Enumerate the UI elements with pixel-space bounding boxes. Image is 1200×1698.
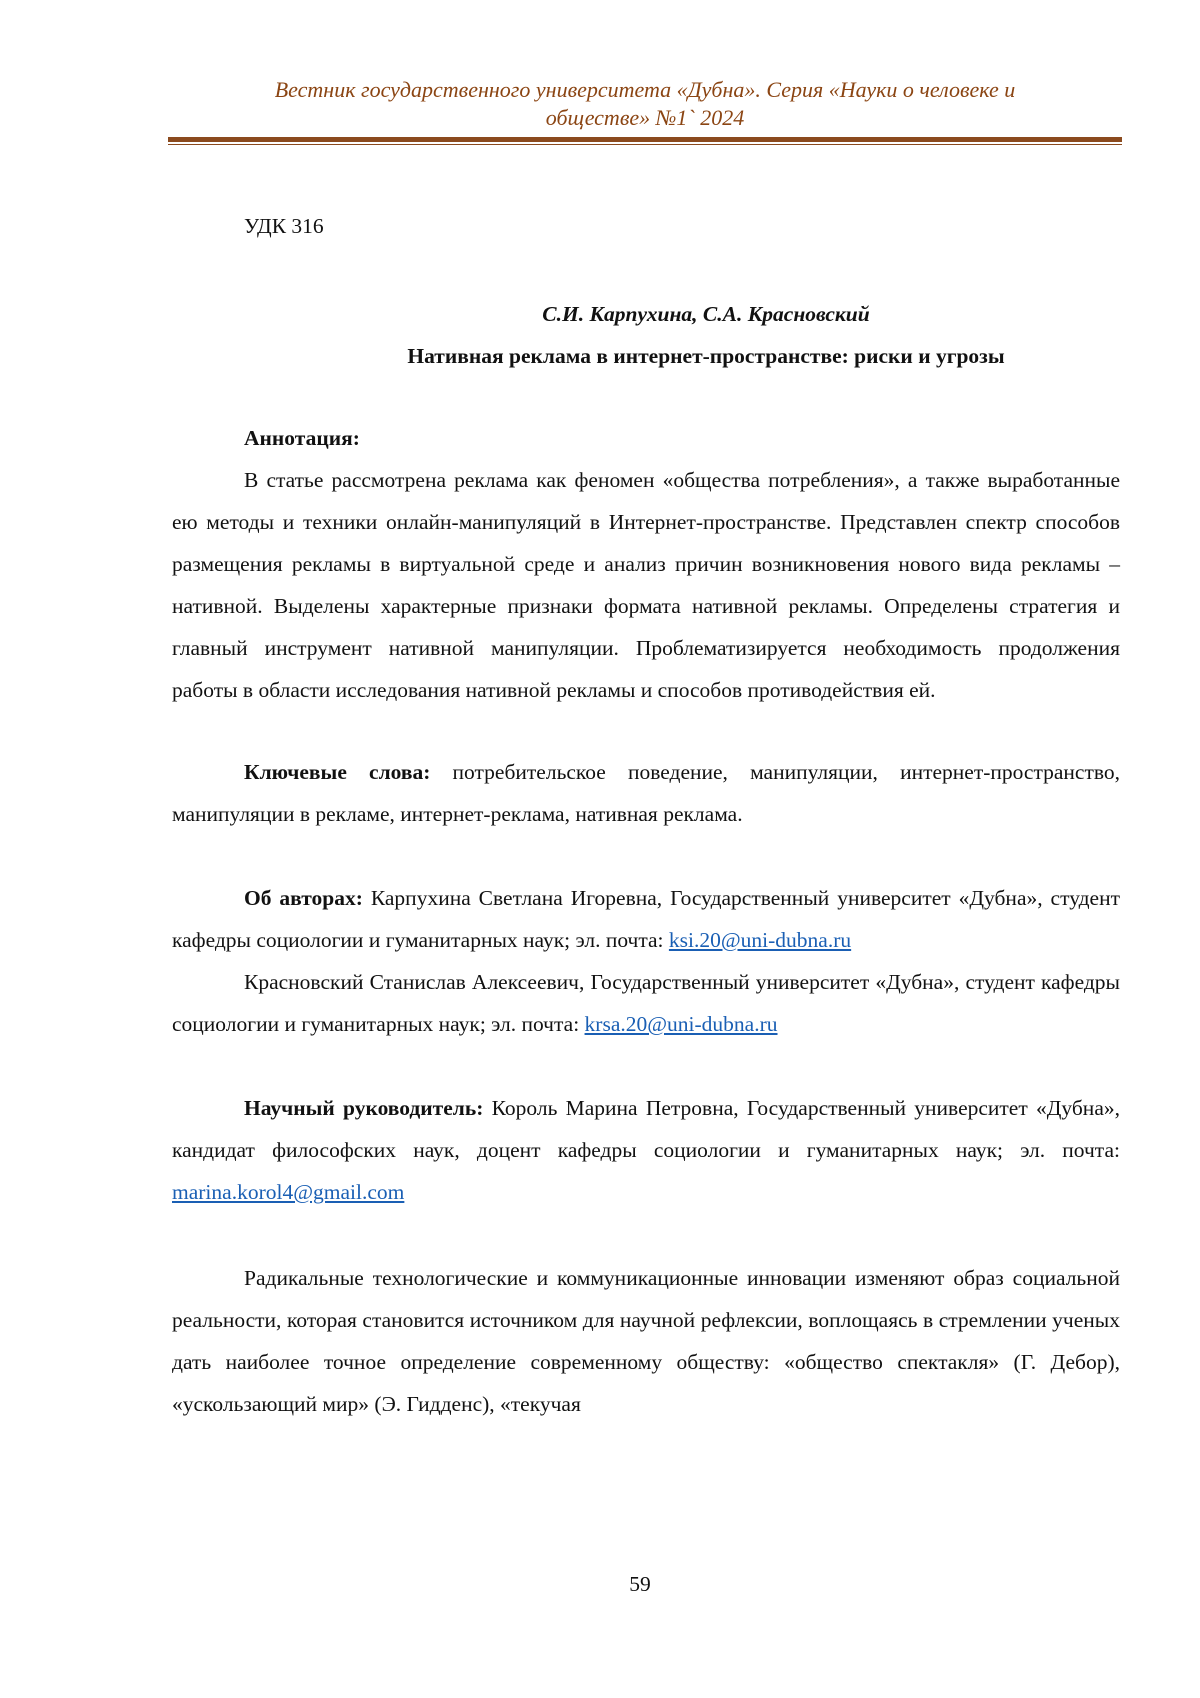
page-number: 59 (0, 1572, 1200, 1597)
abstract-heading: Аннотация: (244, 417, 1120, 459)
udk-code: УДК 316 (244, 205, 1120, 247)
article-authors: С.И. Карпухина, С.А. Красновский (172, 293, 1120, 335)
journal-header (168, 76, 1122, 132)
author1-email-link[interactable]: ksi.20@uni-dubna.ru (669, 928, 851, 952)
body-paragraph: Радикальные технологические и коммуникационные инновации изменяют образ социальной реальности, которая становится источником для научной рефлексии, воплощаясь в стремлении ученых дать наиболее точное определение современному обществу: «общество спектакля» (Г. Дебор), «ускользающий мир» (Э. Гидденс), «текучая (172, 1257, 1120, 1425)
supervisor-label: Научный руководитель: (244, 1096, 483, 1120)
supervisor-info: Король Марина Петровна, Государственный университет «Дубна», кандидат философских наук, доцент кафедры социологии и гуманитарных наук; эл. почта: (172, 1096, 1120, 1162)
about-authors-label: Об авторах: (244, 886, 363, 910)
supervisor-email-link[interactable]: marina.korol4@gmail.com (172, 1180, 404, 1204)
journal-header-line1: Вестник государственного университета «Дубна». Серия «Науки о человеке и (168, 76, 1122, 104)
author2-info: Красновский Станислав Алексеевич, Государственный университет «Дубна», студент кафедры социологии и гуманитарных наук; эл. почта: (172, 970, 1120, 1036)
author1-info: Карпухина Светлана Игоревна, Государственный университет «Дубна», студент кафедры социологии и гуманитарных наук; эл. почта: (172, 886, 1120, 952)
article-title: Нативная реклама в интернет-пространстве: риски и угрозы (172, 335, 1120, 377)
article-body (172, 205, 1120, 1425)
keywords-text: потребительское поведение, манипуляции, интернет-пространство, манипуляции в рекламе, интернет-реклама, нативная реклама. (172, 760, 1120, 826)
abstract-text: В статье рассмотрена реклама как феномен «общества потребления», а также выработанные ею методы и техники онлайн-манипуляций в Интернет-пространстве. Представлен спектр способов размещения рекламы в виртуальной среде и анализ причин возникновения нового вида рекламы – нативной. Выделены характерные признаки формата нативной рекламы. Определены стратегия и главный инструмент нативной манипуляции. Проблематизируется необходимость продолжения работы в области исследования нативной рекламы и способов противодействия ей. (172, 459, 1120, 711)
supervisor-paragraph (172, 1087, 1120, 1213)
keywords-paragraph (172, 751, 1120, 835)
journal-header-line2: обществе» №1` 2024 (168, 104, 1122, 132)
author2-email-link[interactable]: krsa.20@uni-dubna.ru (585, 1012, 778, 1036)
author2-paragraph (172, 961, 1120, 1045)
keywords-label: Ключевые слова: (244, 760, 430, 784)
header-rule-thick (168, 137, 1122, 142)
header-rule-thin (168, 144, 1122, 145)
about-authors-paragraph (172, 877, 1120, 961)
